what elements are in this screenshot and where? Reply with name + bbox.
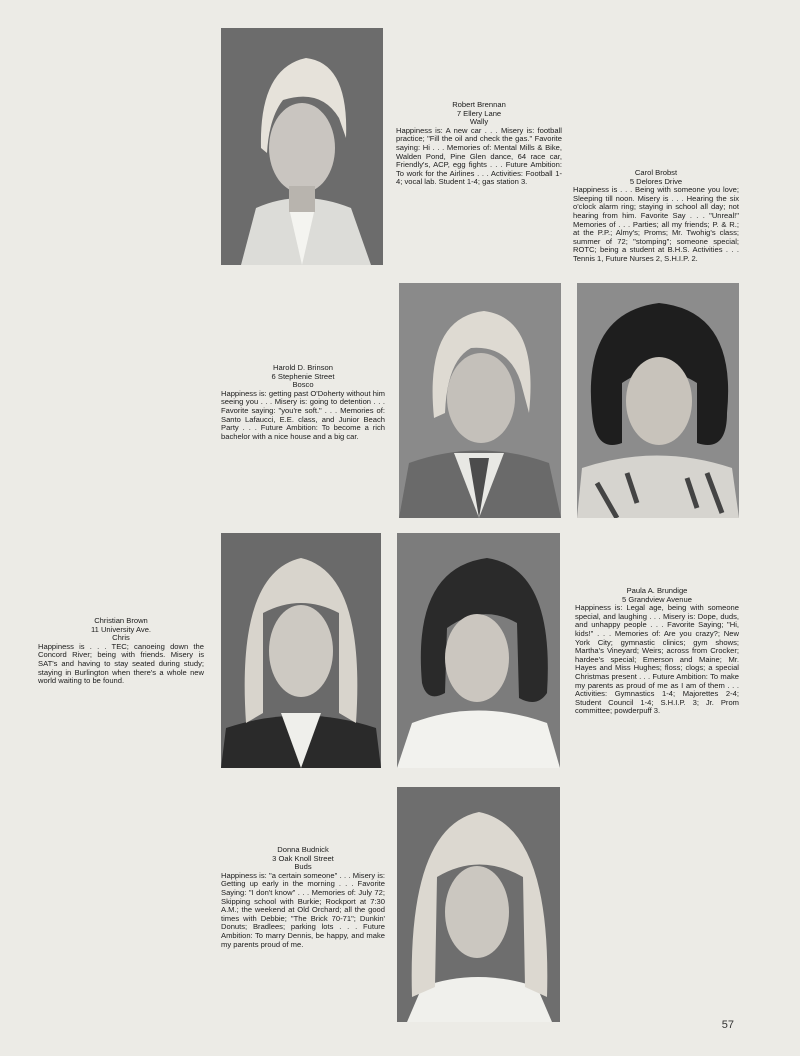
student-address: 11 University Ave. (90, 624, 152, 634)
student-address: 5 Grandview Avenue (622, 594, 692, 604)
student-name: Donna Budnick (277, 845, 329, 854)
bio-robert-brennan (396, 101, 562, 187)
portrait-robert-brennan (221, 28, 383, 265)
bio-carol-brobst (573, 169, 739, 264)
student-address: 3 Oak Knoll Street (272, 853, 334, 863)
student-bio-text: Happiness is . . . TEC; canoeing down the Concord River; being with friends. Misery is SAT's and having to stay seated during study; staying in Burlington when there's a whole new world waiting to be found. (38, 641, 204, 686)
page-number: 57 (721, 1019, 734, 1031)
portrait-harold-brinson (399, 283, 561, 518)
bio-donna-budnick (221, 846, 385, 949)
portrait-paula-brundige (397, 533, 560, 768)
student-name: Harold D. Brinson (273, 363, 333, 372)
student-name: Christian Brown (94, 616, 148, 625)
student-bio-text: Happiness is: getting past O'Doherty without him seeing you . . . Misery is: going to detention . . . Favorite saying: "you're soft." . . . Memories of: Santo Lafaucci, E.E. class, and Junior Beach Party . . . Future Ambition: To become a rich bachelor with a nice house and a big car. (221, 388, 385, 441)
student-name: Carol Brobst (634, 168, 678, 177)
bio-christian-brown (38, 617, 204, 686)
portrait-christian-brown (221, 533, 381, 768)
student-bio-text: Happiness is: A new car . . . Misery is: football practice; "Fill the oil and check the gas." Favorite saying: Hi . . . Memories of: Mental Mills & Bike, Walden Pond, Pine Glen dance, 64 race car, Friendly's, ACP, egg fights . . . Future Ambition: To work for the Airlines . . . Activities: Football 1-4; vocal lab. Student 1-4; gas station 3. (396, 125, 562, 187)
student-nickname: Chris (112, 633, 130, 643)
bio-paula-brundige (575, 587, 739, 716)
student-nickname: Wally (469, 117, 489, 127)
portrait-carol-brobst (577, 283, 739, 518)
portrait-donna-budnick (397, 787, 560, 1022)
student-address: 6 Stephenie Street (271, 371, 335, 381)
student-bio-text: Happiness is . . . Being with someone you love; Sleeping till noon. Misery is . . . Hearing the six o'clock alarm ring; staying in school all day; not hearing from him. Favorite Say . . . "Unreal!" Memories of . . . Parties; all my friends; P. & R.; at the P.P.; Almy's; Proms; Mr. Twohig's class; summer of 72; "stomping"; someone special; ROTC; being a student at B.H.S. Activities . . . Tennis 1, Future Nurses 2, S.H.I.P. 2. (573, 185, 739, 263)
student-bio-text: Happiness is: "a certain someone" . . . Misery is: Getting up early in the morning . . . Favorite Saying: "I don't know" . . . Memories of: July 72; Skipping school with Burkie; Rockport at 7:30 A.M.; the weekend at Old Orchard; all the good times with Debbie; "The Brick 70-71"; Dunkin' Donuts; Bradlees; parking lots . . . Future Ambition: To marry Dennis, be happy, and make my parents proud of me. (221, 870, 385, 949)
student-nickname: Buds (294, 862, 312, 872)
student-bio-text: Happiness is: Legal age, being with someone special, and laughing . . . Misery is: Dope, duds, and unhappy people . . . Favorite Saying; "Hi, kids!" . . . Memories of: Are you crazy?; New York City; gymnastic clinics; gym shows; Martha's Vineyard; Weirs; across from Crocker; hardee's special; Emerson and Maine; Mr. Hayes and Miss Hughes; floss; clogs; a special Christmas present . . . Future Ambition: To make my parents as proud of me as I am of them . . . Activities: Gymnastics 1-4; Majorettes 2-4; Student Council 1-4; S.H.I.P. 3; Jr. Prom committee; powderpuff 3. (575, 603, 739, 716)
student-name: Paula A. Brundige (626, 586, 688, 595)
student-nickname: Bosco (292, 380, 314, 390)
student-address: 5 Delores Drive (629, 176, 683, 186)
student-name: Robert Brennan (452, 100, 506, 109)
bio-harold-brinson (221, 364, 385, 441)
student-address: 7 Ellery Lane (456, 108, 502, 118)
